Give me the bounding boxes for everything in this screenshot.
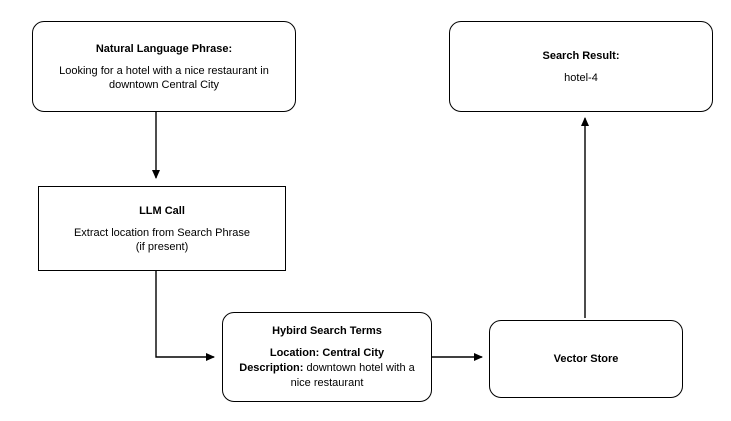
node-vector-store — [489, 320, 683, 398]
hybrid-description-label: Description: — [239, 361, 304, 374]
hybrid-title: Hybird Search Terms — [272, 324, 382, 337]
node-natural-language-phrase — [32, 21, 296, 112]
hybrid-description-value: downtown hotel with a — [306, 361, 415, 374]
phrase-title: Natural Language Phrase: — [95, 42, 233, 55]
node-llm-call — [38, 186, 286, 271]
llm-line-1: Extract location from Search Phrase — [73, 226, 251, 239]
edge-llm-to-hybrid — [156, 271, 214, 357]
hybrid-location-row — [270, 346, 384, 361]
hybrid-description-value-2: nice restaurant — [290, 376, 364, 389]
result-value: hotel-4 — [564, 71, 598, 84]
phrase-line-2: downtown Central City — [108, 78, 220, 91]
node-search-result — [449, 21, 713, 112]
hybrid-location-value: Central City — [322, 346, 385, 359]
hybrid-location-label: Location: — [269, 346, 320, 359]
phrase-line-1: Looking for a hotel with a nice restaurant in — [59, 64, 269, 77]
result-title: Search Result: — [542, 49, 620, 62]
llm-title: LLM Call — [139, 204, 185, 217]
node-hybrid-search-terms — [222, 312, 432, 402]
hybrid-description-row — [239, 361, 414, 376]
hybrid-description-row-2 — [291, 376, 364, 391]
llm-line-2: (if present) — [135, 240, 189, 253]
vector-store-title: Vector Store — [553, 353, 619, 365]
